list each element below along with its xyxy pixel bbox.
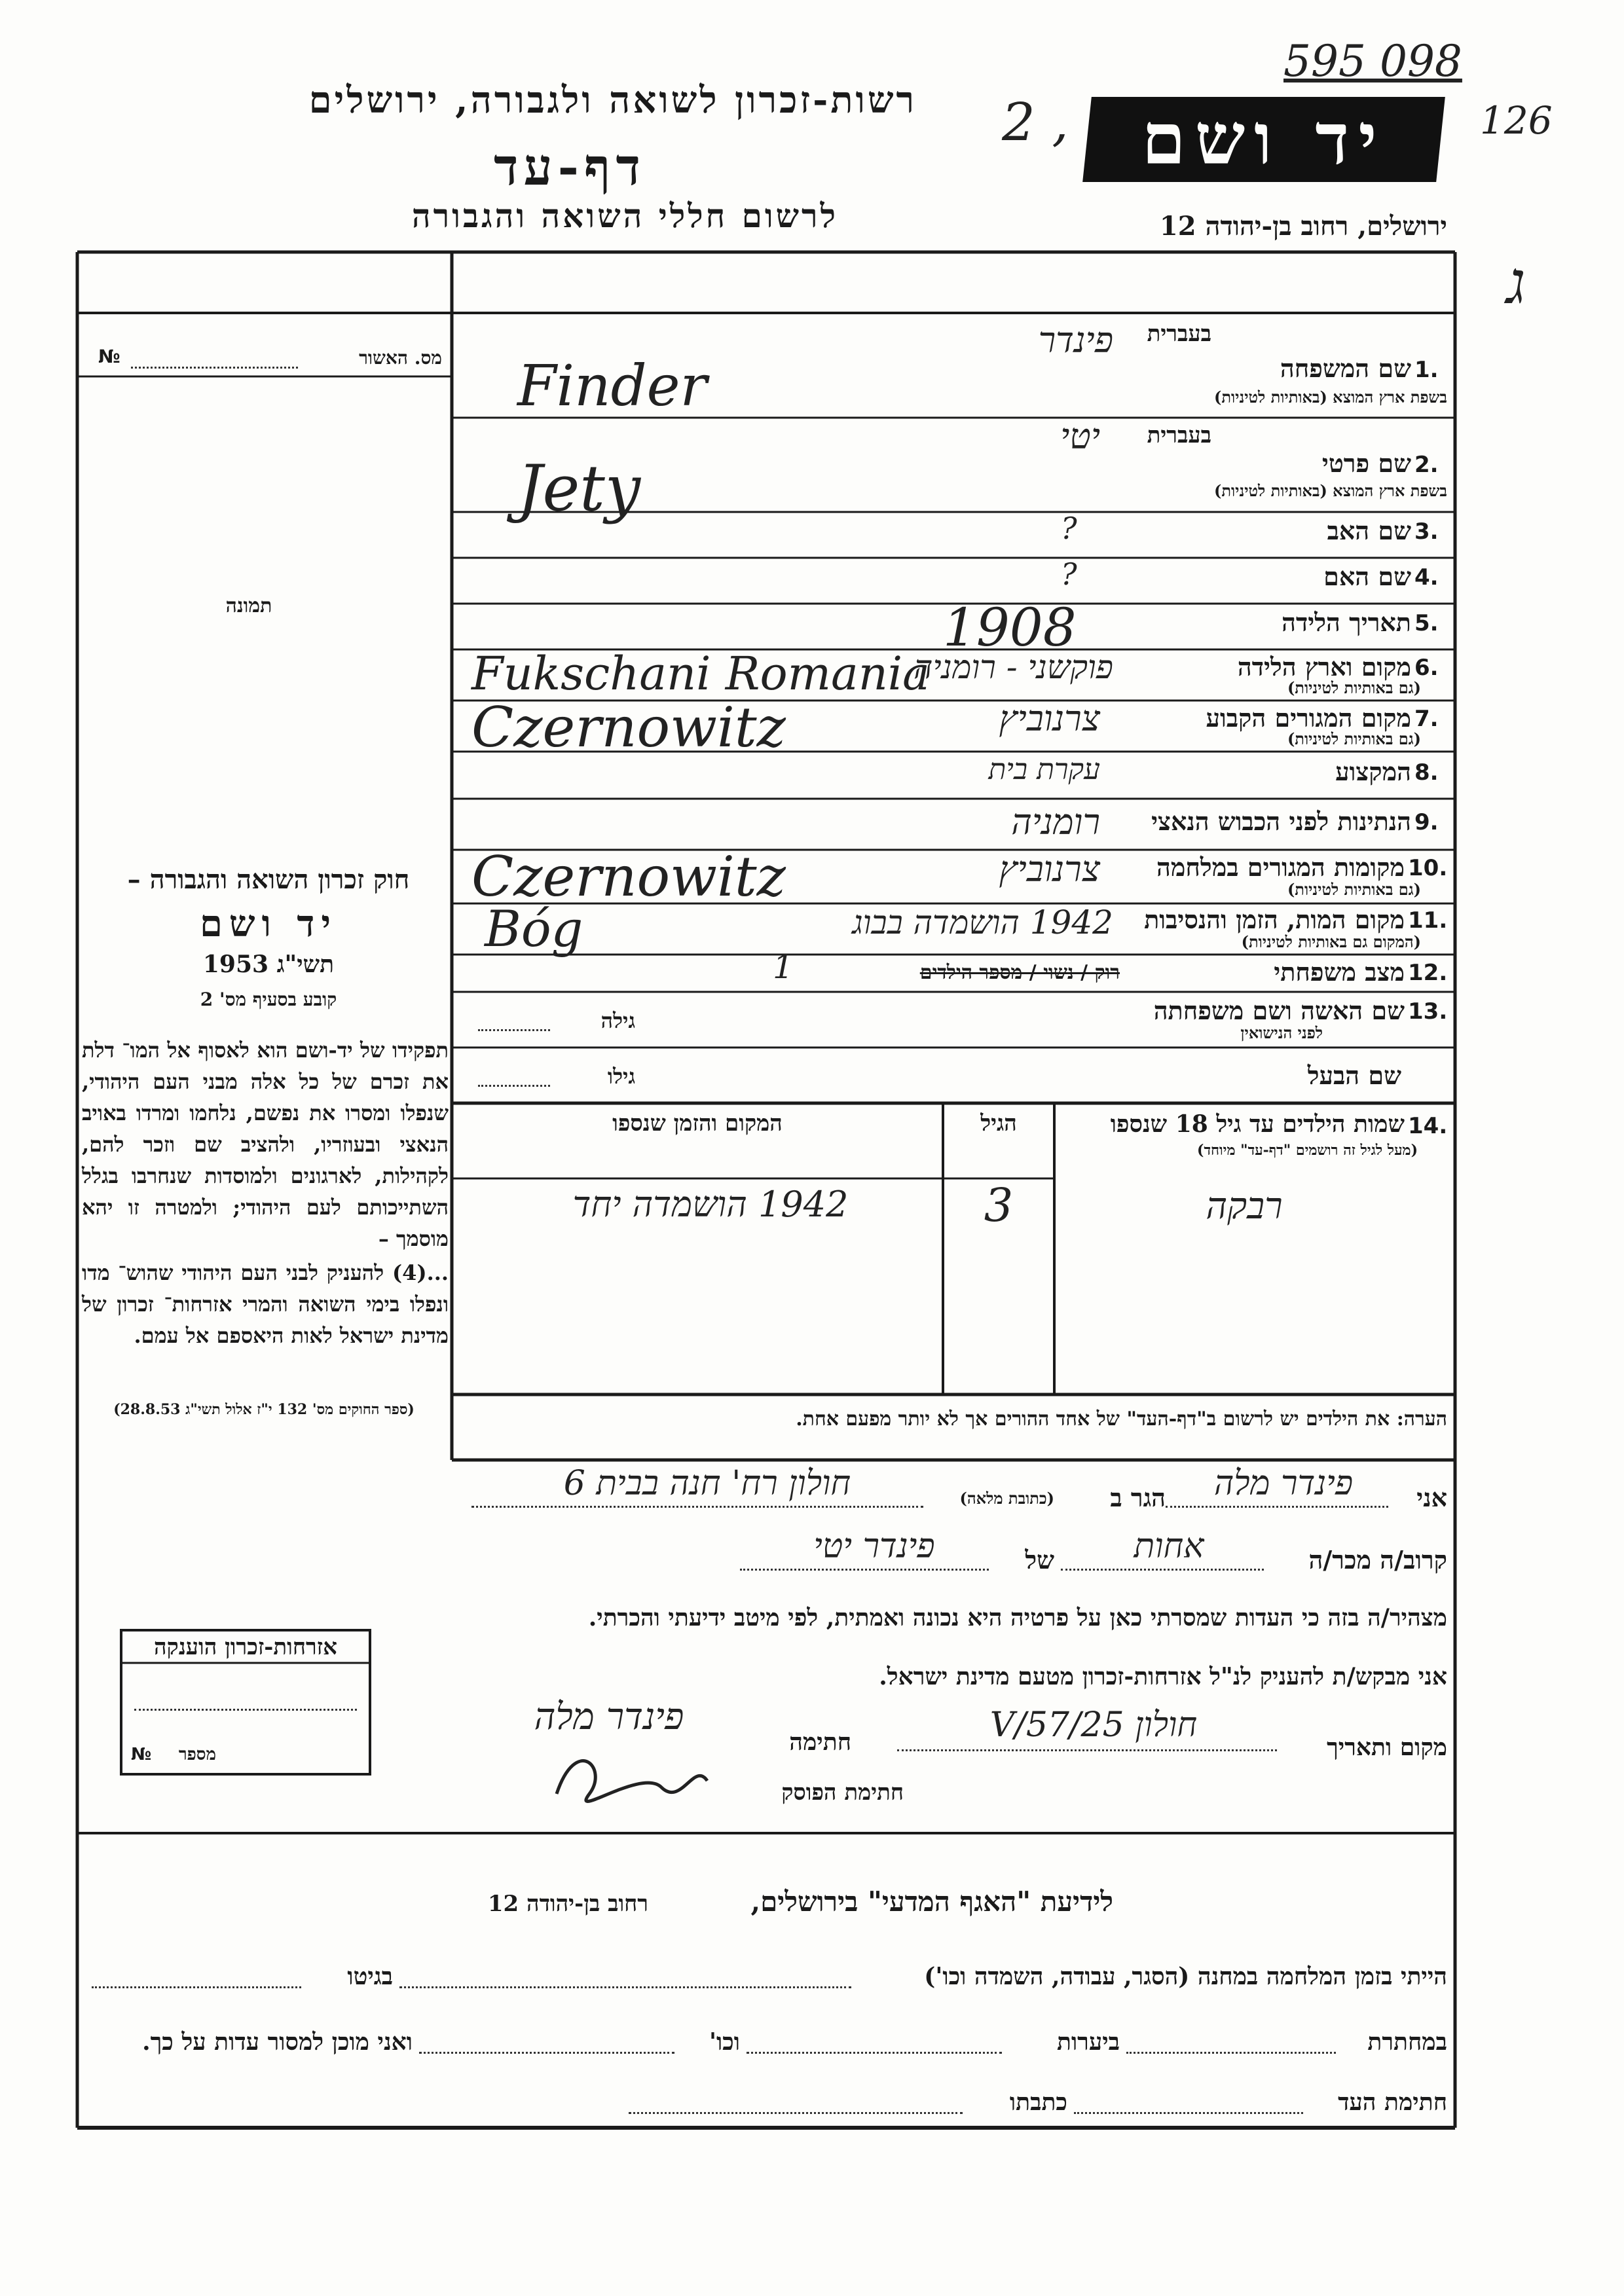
children-age-header: הגיל [980, 1110, 1017, 1137]
footer-witness-signature-label: חתימת העד [1338, 2088, 1447, 2116]
approval-label: מס. האשור [359, 347, 442, 369]
field-4-label: שם האם [1323, 562, 1411, 591]
field-5-number: 5. [1414, 610, 1439, 636]
relation-line [1061, 1569, 1264, 1571]
citizenship-line-1 [134, 1709, 357, 1711]
wife-age-line [478, 1029, 550, 1031]
husband-age-line [478, 1085, 550, 1087]
wife-age-label: גילה [600, 1008, 635, 1033]
law-name: יד ושם [199, 902, 338, 945]
citizenship-number-label: מספר [178, 1745, 216, 1764]
first-name-hebrew: יטי [1060, 416, 1100, 457]
birth-date: 1908 [943, 597, 1077, 658]
field-2-hebrew-tag: בעברית [1147, 422, 1211, 448]
field-10-label: מקומות המגורים במלחמה [1156, 852, 1405, 882]
statement-2: אני מבקש/ת להעניק לנ"ל אזרחות-זכרון מטעם מדינת ישראל. [879, 1663, 1447, 1690]
family-name-latin: Finder [517, 354, 707, 419]
law-reference: (ספר החוקים מס' 132 י"ז אלול תשי"ג 28.8.53) [113, 1401, 415, 1418]
corner-mark-2: ג [1506, 249, 1526, 318]
note-label: הערה: [1396, 1408, 1447, 1430]
husband-age-label: גילו [607, 1064, 635, 1089]
child-age: 3 [984, 1178, 1014, 1232]
note-text: את הילדים יש לרשום ב"דף-העד" של אחד ההורים אך לא יותר מפעם אחת. [796, 1408, 1390, 1430]
family-name-hebrew: פינדר [1038, 319, 1113, 361]
children-count: 1 [773, 948, 794, 986]
of-line [740, 1569, 989, 1571]
field-8-number: 8. [1414, 759, 1439, 786]
children-number: 14. [1408, 1113, 1448, 1139]
org-line: רשות-זכרון לשואה ולגבורה, ירושלים [308, 79, 917, 122]
field-11-number: 11. [1408, 907, 1448, 934]
footer-address-label: כתבתו [1009, 2088, 1067, 2116]
approval-line [131, 367, 298, 369]
yad-vashem-logo [1082, 97, 1445, 182]
field-1-label: שם המשפחה [1280, 354, 1411, 383]
child-name: רבקה [1206, 1185, 1283, 1228]
children-sub: (מעל לגיל זה רושמים "דף-עד" מיוחד) [1197, 1142, 1418, 1159]
field-1-hebrew-tag: בעברית [1147, 321, 1211, 347]
field-10-number: 10. [1408, 855, 1448, 881]
resides-label: הגר ב [1110, 1483, 1166, 1512]
signature-value: פינדר מלה [534, 1696, 684, 1738]
note [655, 1408, 1447, 1430]
declarant-label: אני [1416, 1483, 1447, 1512]
birthplace-latin: Fukschani Romania [471, 647, 930, 701]
wartime-residence-latin: Czernowitz [471, 845, 786, 909]
footer-title: לידיעת "האגף המדעי" בירושלים, [750, 1886, 1113, 1918]
children-label: שמות הילדים עד גיל 18 שנספו [1110, 1110, 1405, 1138]
field-9-number: 9. [1414, 809, 1439, 835]
citizenship-box-title: אזרחות-זכרון הוענקה [154, 1634, 337, 1660]
declarant-name: פינדר מלה [1213, 1464, 1354, 1503]
field-2-sub: בשפת ארץ המוצא (באותיות לטיניות) [1214, 481, 1447, 500]
field-4-number: 4. [1414, 564, 1439, 591]
footer-witness-signature-line [1074, 2112, 1303, 2114]
declarant-address: חולון רח' חנה בבית 6 [563, 1464, 851, 1503]
footer-etc-label: וכו' [709, 2028, 740, 2056]
law-title: חוק זכרון השואה והגבורה – [127, 864, 410, 895]
footer-camp-line [399, 1986, 851, 1988]
residence-latin: Czernowitz [471, 695, 786, 759]
field-13-number: 13. [1408, 998, 1448, 1025]
field-12-number: 12. [1408, 960, 1448, 986]
mother-name: ? [1061, 556, 1077, 592]
footer-testimony-label: ואני מוכן למסור עדות על כך. [142, 2028, 413, 2056]
footer-forests-line [747, 2052, 1002, 2054]
field-13-sub: לפני הנישואין [1240, 1023, 1323, 1042]
law-section: קובע בסעיף מס' 2 [200, 989, 337, 1010]
field-1-number: 1. [1414, 357, 1439, 383]
field-12-label: מצב משפחתי [1274, 957, 1405, 987]
statement-1: מצהיר/ה בזה כי העדות שמסרתי כאן על פרטיה היא נכונה ואמתית, לפי מיטב ידיעתי והכרתי. [588, 1604, 1447, 1631]
field-3-number: 3. [1414, 519, 1439, 545]
relation-value: אחות [1134, 1527, 1204, 1566]
address-hint: (כתובת מלאה) [959, 1489, 1054, 1508]
field-7-sub: (גם באותיות לטיניות) [1287, 729, 1421, 748]
father-name: ? [1061, 511, 1077, 546]
field-6-number: 6. [1414, 655, 1439, 681]
field-7-number: 7. [1414, 706, 1439, 732]
footer-etc-line [419, 2052, 674, 2054]
occupation: עקרת בית [988, 753, 1100, 786]
declarant-address-line [471, 1506, 923, 1508]
nationality: רומניה [1011, 801, 1100, 843]
citizenship-no-mark: № [131, 1745, 152, 1764]
first-name-latin: Jety [517, 452, 641, 525]
form-subtitle: לרשום חללי השואה והגבורה [411, 196, 838, 235]
field-9-label: הנתינות לפני הכבוש הנאצי [1151, 807, 1411, 836]
field-11-label: מקום המות, הזמן והנסיבות [1144, 905, 1405, 934]
field-13-label: שם האשה ושם משפחתה [1153, 996, 1405, 1025]
marital-status-printed: רוק / נשוי / מספר הילדים [919, 961, 1120, 984]
footer-ghetto-label: בגיטו [347, 1963, 393, 1990]
logo-text: יד ושם [1141, 98, 1386, 181]
place-date-label: מקום ותאריך [1327, 1734, 1447, 1761]
address: ירושלים, רחוב בן-יהודה 12 [1159, 211, 1447, 242]
footer-underground-label: במחתרת [1367, 2028, 1447, 2056]
residence-hebrew: צרנוביץ [999, 698, 1100, 739]
field-11-sub: (המקום גם באותיות לטיניות) [1241, 932, 1421, 951]
archive-number: 595 098 [1283, 36, 1462, 86]
footer-address-line [629, 2112, 963, 2114]
footer-underground-line [1126, 2052, 1336, 2054]
field-6-label: מקום וארץ הלידה [1237, 652, 1411, 682]
corner-mark: 126 [1480, 98, 1553, 143]
law-year: תשי"ג 1953 [202, 951, 335, 978]
field-5-label: תאריך הלידה [1282, 608, 1411, 637]
death-place-latin: Bóg [485, 900, 583, 958]
field-1-sub: בשפת ארץ המוצא (באותיות לטיניות) [1214, 388, 1447, 407]
form-title: דף-עד [494, 137, 646, 197]
of-label: של [1025, 1545, 1054, 1575]
field-7-label: מקום המגורים הקבוע [1206, 703, 1411, 733]
photo-label: תמונה [225, 594, 272, 617]
footer-address: רחוב בן-יהודה 12 [487, 1891, 648, 1917]
page-mark: 2 , [1002, 92, 1069, 153]
law-text: תפקידו של יד-ושם הוא לאסוף אל המו־ דלת את זכרם של כל אלה מבני העם היהודי, שנפלו ומסרו את נפשם, נלחמו ומרדו באויב הנאצי ובעוזריו, ולהציב שם וזכר להם, לקהילות, לארגונים ולמוסדות שנחרבו בגלל השתייכותם לעם היהודי; ולמטרה זו יהא מוסמך – [82, 1038, 449, 1251]
of-value: פינדר יטי [813, 1527, 935, 1566]
footer-ghetto-line [92, 1986, 301, 1988]
field-2-label: שם פרטי [1321, 448, 1411, 478]
law-text-2: ...(4) להעניק לבני העם היהודי שהוש־ מדו ונפלו בימי השואה והמרי אזרחות־ זכרון של מדינת ישראל לאות היאספם אל עמם. [82, 1260, 449, 1348]
death-circumstances-hebrew: 1942 הושמדה בבוג [852, 903, 1113, 941]
place-date-line [897, 1749, 1277, 1751]
birthplace-hebrew: פוקשני - רומניה [913, 648, 1113, 686]
relation-label: קרוב/ה מכר/ה [1308, 1545, 1447, 1575]
footer-camp-label: הייתי בזמן המלחמה במחנה (הסגר, עבודה, השמדה וכו') [924, 1963, 1447, 1990]
children-place-header: המקום והזמן שנספו [612, 1110, 783, 1137]
field-10-sub: (גם באותיות לטיניות) [1287, 880, 1421, 899]
declarant-name-line [1166, 1506, 1388, 1508]
field-6-sub: (גם באותיות לטיניות) [1287, 678, 1421, 697]
husband-label: שם הבעל [1307, 1061, 1401, 1090]
child-place: 1942 הושמדה יחד [572, 1184, 849, 1225]
place-date-value: חולון 25/V/57 [989, 1705, 1198, 1745]
field-2-number: 2. [1414, 452, 1439, 478]
field-3-label: שם האב [1327, 516, 1411, 545]
wartime-residence-hebrew: צרנוביץ [999, 848, 1100, 890]
field-8-label: המקצוע [1335, 757, 1411, 786]
officer-label: חתימת הפוסק [781, 1779, 904, 1806]
approval-no: № [98, 346, 120, 367]
footer-forests-label: ביערות [1056, 2028, 1120, 2056]
signature-label: חתימה [789, 1728, 851, 1756]
